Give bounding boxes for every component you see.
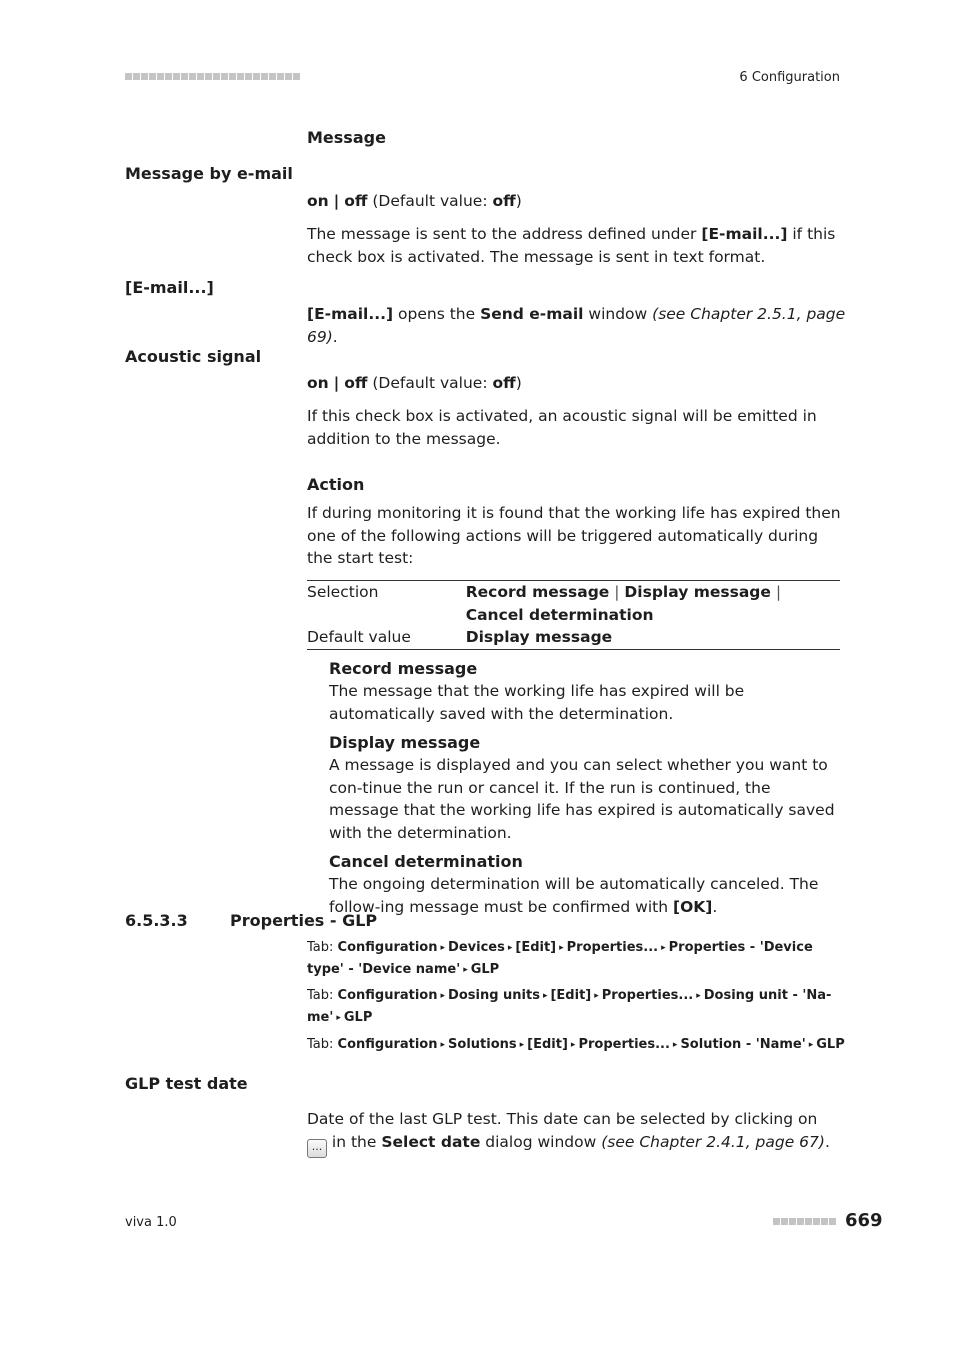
decor-square	[157, 73, 164, 80]
decor-square	[245, 73, 252, 80]
decor-square	[253, 73, 260, 80]
default-value: off	[492, 374, 516, 392]
path-segment: [Edit]	[527, 1037, 568, 1052]
section-title: Properties - GLP	[230, 911, 378, 930]
option-description: The message that the working life has expired will be automatically saved with the determination.	[329, 682, 745, 723]
selection-row	[307, 581, 840, 626]
path-segment: GLP	[816, 1037, 845, 1052]
decor-square	[821, 1218, 828, 1225]
path-arrow-icon: ▸	[696, 991, 701, 1001]
section-number: 6.5.3.3	[125, 911, 188, 930]
default-label: Default value	[307, 628, 411, 646]
tab-prefix: Tab:	[307, 988, 338, 1003]
path-segment: Dosing units	[448, 988, 540, 1003]
desc-text: Date of the last GLP test. This date can be selected by clicking on	[307, 1110, 818, 1128]
path-arrow-icon: ▸	[542, 991, 548, 1001]
tab-path-devices	[307, 938, 841, 981]
selection-label: Selection	[307, 583, 379, 601]
path-arrow-icon: ▸	[440, 1040, 446, 1050]
header-decoration	[125, 73, 300, 80]
desc-text: opens the	[393, 305, 481, 323]
path-arrow-icon: ▸	[594, 991, 599, 1001]
desc-text: .	[332, 327, 338, 346]
footer-decoration	[773, 1218, 836, 1225]
decor-square	[173, 73, 180, 80]
tab-prefix: Tab:	[307, 1037, 338, 1052]
decor-square	[197, 73, 204, 80]
message-by-email-values	[307, 190, 841, 213]
default-suffix: )	[515, 374, 522, 392]
option-title: Record message	[329, 659, 478, 678]
path-arrow-icon: ▸	[440, 991, 446, 1001]
default-prefix: (Default value:	[367, 192, 493, 210]
ok-button-ref: [OK]	[673, 897, 713, 916]
path-segment: GLP	[343, 1009, 373, 1025]
glp-test-date-description	[307, 1108, 841, 1158]
decor-square	[829, 1218, 836, 1225]
decor-square	[805, 1218, 812, 1225]
footer-product: viva 1.0	[125, 1215, 177, 1230]
glp-test-date-label: GLP test date	[125, 1074, 248, 1093]
select-date-ref: Select date	[381, 1132, 481, 1151]
message-by-email-description	[307, 223, 841, 268]
option-record-message-item	[329, 657, 841, 725]
ellipsis-button-icon: ...	[307, 1139, 327, 1158]
path-segment: GLP	[470, 961, 500, 977]
desc-text: The ongoing determination will be automatically canceled. The follow-ing message must be confirmed with	[329, 875, 819, 916]
send-email-ref: Send e-mail	[480, 305, 584, 323]
decor-square	[229, 73, 236, 80]
chapter-link[interactable]: (see Chapter 2.5.1, page 69)	[307, 305, 846, 346]
desc-text: The message is sent to the address defined under	[307, 225, 702, 243]
selection-options	[466, 581, 840, 626]
decor-square	[261, 73, 268, 80]
email-button-ref: [E-mail...]	[307, 305, 394, 323]
path-segment: Properties...	[601, 988, 694, 1003]
path-arrow-icon: ▸	[440, 943, 446, 953]
decor-square	[181, 73, 188, 80]
decor-square	[789, 1218, 796, 1225]
tab-path-solutions	[307, 1035, 847, 1057]
separator: |	[333, 192, 340, 210]
path-arrow-icon: ▸	[672, 1040, 678, 1050]
decor-square	[781, 1218, 788, 1225]
path-arrow-icon: ▸	[661, 943, 666, 953]
email-button-description	[307, 303, 847, 348]
option-display-message-item	[329, 731, 841, 844]
acoustic-signal-label: Acoustic signal	[125, 347, 262, 366]
action-parameter-table	[307, 580, 840, 650]
default-suffix: )	[515, 192, 522, 210]
desc-text: dialog window	[480, 1132, 602, 1151]
acoustic-signal-values	[307, 372, 841, 395]
option-cancel-determination-item	[329, 850, 841, 918]
desc-text: .	[824, 1132, 830, 1151]
page-number: 669	[845, 1210, 883, 1231]
decor-square	[205, 73, 212, 80]
off-value: off	[344, 374, 368, 392]
decor-square	[797, 1218, 804, 1225]
path-segment: [Edit]	[550, 988, 592, 1003]
decor-square	[285, 73, 292, 80]
path-arrow-icon: ▸	[559, 943, 564, 953]
option-description	[329, 873, 841, 918]
option-record-message: Record message	[465, 583, 610, 601]
path-arrow-icon: ▸	[463, 964, 468, 975]
decor-square	[237, 73, 244, 80]
decor-square	[125, 73, 132, 80]
separator: |	[775, 583, 782, 601]
message-heading: Message	[307, 128, 386, 147]
desc-text: if this check box is activated. The message is sent in text format.	[307, 225, 836, 266]
separator: |	[333, 374, 340, 392]
decor-square	[165, 73, 172, 80]
decor-square	[189, 73, 196, 80]
decor-square	[221, 73, 228, 80]
email-button-label: [E-mail...]	[125, 278, 214, 297]
path-arrow-icon: ▸	[808, 1040, 814, 1050]
decor-square	[293, 73, 300, 80]
desc-text: .	[712, 897, 718, 916]
path-arrow-icon: ▸	[507, 943, 513, 953]
path-arrow-icon: ▸	[570, 1040, 576, 1050]
path-segment: Configuration	[337, 988, 438, 1003]
path-segment: Solutions	[448, 1037, 517, 1052]
desc-text: in the	[327, 1132, 382, 1151]
path-segment: Properties - 'Device type' - 'Device name'	[307, 940, 813, 977]
path-segment: Properties...	[578, 1037, 670, 1052]
acoustic-signal-description: If this check box is activated, an acoustic signal will be emitted in addition to the message.	[307, 407, 817, 448]
path-segment: Dosing unit - 'Na-me'	[307, 988, 832, 1025]
email-button-ref: [E-mail...]	[701, 225, 788, 243]
option-description: A message is displayed and you can select whether you want to con-tinue the run or cancel it. If the run is continued, the message that the working life has expired is automatically saved with the determination.	[329, 756, 835, 842]
option-title: Cancel determination	[329, 852, 523, 871]
decor-square	[213, 73, 220, 80]
path-arrow-icon: ▸	[336, 1012, 341, 1023]
action-heading: Action	[307, 475, 365, 494]
action-option-list	[329, 657, 841, 918]
default-value: Display message	[465, 628, 613, 646]
tab-path-dosing-units	[307, 986, 841, 1029]
action-intro: If during monitoring it is found that the working life has expired then one of the following actions will be triggered automatically during the start test:	[307, 504, 841, 567]
decor-square	[813, 1218, 820, 1225]
default-row	[307, 626, 840, 649]
decor-square	[141, 73, 148, 80]
default-prefix: (Default value:	[367, 374, 493, 392]
option-display-message: Display message	[624, 583, 771, 601]
decor-square	[133, 73, 140, 80]
option-cancel-determination: Cancel determination	[465, 605, 654, 624]
path-segment: [Edit]	[515, 940, 557, 955]
header-section: 6 Configuration	[739, 70, 840, 85]
path-arrow-icon: ▸	[519, 1040, 525, 1050]
path-segment: Properties...	[566, 940, 659, 955]
path-segment: Devices	[448, 940, 505, 955]
path-segment: Solution - 'Name'	[680, 1037, 806, 1052]
decor-square	[773, 1218, 780, 1225]
separator: |	[614, 583, 620, 601]
chapter-link[interactable]: (see Chapter 2.4.1, page 67)	[601, 1132, 825, 1151]
default-value: off	[492, 192, 516, 210]
option-title: Display message	[329, 733, 481, 752]
path-segment: Configuration	[337, 1037, 438, 1052]
message-by-email-label: Message by e-mail	[125, 164, 293, 183]
on-value: on	[307, 192, 329, 210]
decor-square	[149, 73, 156, 80]
decor-square	[277, 73, 284, 80]
desc-text: window	[583, 305, 653, 323]
tab-prefix: Tab:	[307, 940, 338, 955]
path-segment: Configuration	[337, 940, 438, 955]
off-value: off	[344, 192, 368, 210]
on-value: on	[307, 374, 329, 392]
decor-square	[269, 73, 276, 80]
